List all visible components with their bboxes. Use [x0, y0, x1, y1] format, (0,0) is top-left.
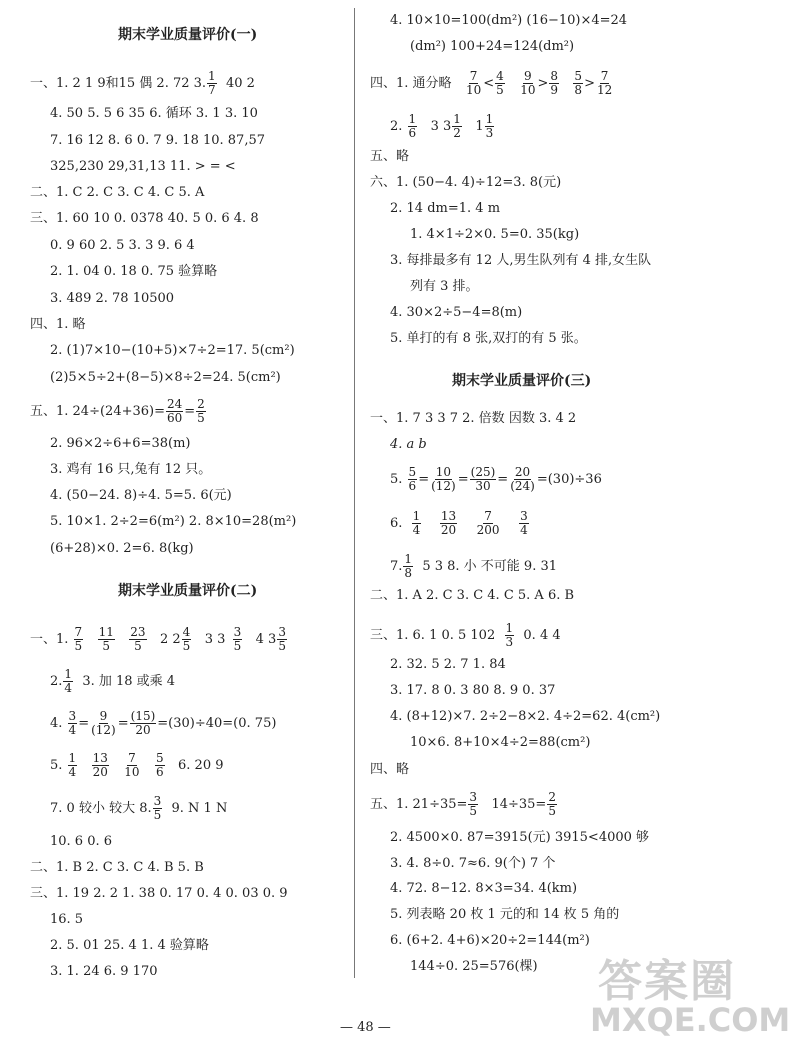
answer-line: 2. 4500×0. 87=3915(元) 3915<4000 够: [390, 830, 650, 845]
answer-line: 4. $\frac{3}{4}$ = $\frac{9}{(12)}$ = $\frac{(15)}{20}$ =(30)÷40=(0. 75): [50, 709, 277, 737]
section-title-3: 期末学业质量评价(三): [452, 373, 592, 389]
fraction: $\frac{13}{20}$: [92, 751, 108, 779]
fraction: $\frac{7}{5}$: [74, 625, 83, 653]
answer-line: 5. 单打的有 8 张,双打的有 5 张。: [390, 331, 587, 346]
answer-line: 144÷0. 25=576(棵): [410, 959, 538, 974]
answer-line: 二、1. B 2. C 3. C 4. B 5. B: [30, 860, 204, 875]
fraction: $\frac{3}{4}$: [68, 709, 77, 737]
answer-line: 3. 1. 24 6. 9 170: [50, 964, 158, 979]
fraction: $\frac{20}{(24)}$: [510, 465, 535, 493]
answer-line: 3. 17. 8 0. 3 80 8. 9 0. 37: [390, 683, 556, 698]
fraction: $\frac{3}{4}$: [520, 509, 528, 537]
answer-line: 1. 4×1÷2×0. 5=0. 35(kg): [410, 227, 580, 242]
answer-line: 二、1. C 2. C 3. C 4. C 5. A: [30, 185, 205, 200]
fraction: $\frac{7}{12}$: [596, 69, 613, 97]
answer-line: 一、1. 2 1 9和15 偶 2. 72 3. $\frac{1}{7}$ 40 2: [30, 69, 255, 97]
answer-line: 4. (50−24. 8)÷4. 5=5. 6(元): [50, 488, 232, 503]
answer-line: 4. 10×10=100(dm²) (16−10)×4=24: [390, 13, 628, 28]
answer-line: 10×6. 8+10×4÷2=88(cm²): [410, 735, 591, 750]
answer-line: 3. 4. 8÷0. 7≈6. 9(个) 7 个: [390, 856, 556, 871]
answer-line: 5. 列表略 20 枚 1 元的和 14 枚 5 角的: [390, 907, 620, 922]
answer-line: 5. $\frac{1}{4}$ $\frac{13}{20}$ $\frac{7}{10}$ $\frac{5}{6}$ 6. 20 9: [50, 751, 224, 779]
answer-line: 4. 50 5. 5 6 35 6. 循环 3. 1 3. 10: [50, 106, 258, 121]
answer-line: 四、略: [370, 762, 410, 777]
answer-line: 2. (1)7×10−(10+5)×7÷2=17. 5(cm²): [50, 343, 295, 358]
fraction: $\frac{7}{200}$: [476, 509, 500, 537]
fraction: $\frac{8}{9}$: [550, 69, 559, 97]
fraction: $\frac{7}{10}$: [124, 751, 140, 779]
answer-line: 7. $\frac{1}{8}$ 5 3 8. 小 不可能 9. 31: [390, 552, 557, 580]
answer-line: 3. 每排最多有 12 人,男生队列有 4 排,女生队: [390, 253, 652, 268]
answer-line: 3. 鸡有 16 只,兔有 12 只。: [50, 462, 212, 477]
watermark-url: MXQE.COM: [590, 1001, 790, 1039]
fraction: $\frac{1}{8}$: [404, 552, 413, 580]
fraction: $\frac{24}{60}$: [166, 397, 183, 425]
fraction: $\frac{13}{20}$: [440, 509, 457, 537]
fraction: $\frac{1}{7}$: [208, 69, 216, 97]
fraction: $\frac{9}{10}$: [520, 69, 536, 97]
fraction: $\frac{4}{5}$: [182, 625, 191, 653]
answer-line: 10. 6 0. 6: [50, 834, 113, 849]
answer-line: 3. 489 2. 78 10500: [50, 291, 175, 306]
answer-line: 三、1. 60 10 0. 0378 40. 5 0. 6 4. 8: [30, 211, 259, 226]
answer-line: 0. 9 60 2. 5 3. 3 9. 6 4: [50, 238, 195, 253]
answer-line: 一、1. $\frac{7}{5}$ $\frac{11}{5}$ $\frac{23}{5}$ 2 2 $\frac{4}{5}$ 3 3 $\frac{3}{5}$ 4 3 $\frac{3}{5}$: [30, 625, 286, 653]
answer-line: 二、1. A 2. C 3. C 4. C 5. A 6. B: [370, 588, 575, 603]
answer-line: 四、1. 略: [30, 317, 86, 332]
fraction: $\frac{1}{4}$: [64, 667, 73, 695]
answer-line: 7. 0 较小 较大 8. $\frac{3}{5}$ 9. N 1 N: [50, 794, 228, 822]
answer-line: 4. a b: [390, 437, 427, 452]
fraction: $\frac{1}{3}$: [505, 621, 514, 649]
answer-line: (dm²) 100+24=124(dm²): [410, 39, 575, 54]
fraction: $\frac{1}{6}$: [408, 112, 417, 140]
fraction: $\frac{1}{4}$: [68, 751, 77, 779]
fraction: $\frac{9}{(12)}$: [91, 709, 116, 737]
fraction: $\frac{23}{5}$: [130, 625, 146, 653]
answer-line: 2. 14 dm=1. 4 m: [390, 201, 501, 216]
fraction: $\frac{1}{2}$: [453, 112, 461, 140]
fraction: $\frac{7}{10}$: [465, 69, 482, 97]
column-divider: [354, 8, 355, 978]
fraction: $\frac{3}{5}$: [278, 625, 286, 653]
watermark-text: 答案圈: [598, 956, 736, 1007]
fraction: $\frac{5}{6}$: [408, 465, 417, 493]
answer-line: 5. 10×1. 2÷2=6(m²) 2. 8×10=28(m²): [50, 514, 297, 529]
answer-line: 2. 32. 5 2. 7 1. 84: [390, 657, 506, 672]
fraction: $\frac{(25)}{30}$: [470, 465, 496, 493]
answer-line: 六、1. (50−4. 4)÷12=3. 8(元): [370, 175, 562, 190]
fraction: $\frac{(15)}{20}$: [130, 709, 156, 737]
fraction: $\frac{1}{3}$: [485, 112, 494, 140]
answer-line: 四、1. 通分略 $\frac{7}{10}$ < $\frac{4}{5}$ $\frac{9}{10}$ > $\frac{8}{9}$ $\frac{5}{8}$ > $\frac{7}{12}$: [370, 69, 613, 97]
answer-line: 一、1. 7 3 3 7 2. 倍数 因数 3. 4 2: [370, 411, 577, 426]
answer-line: (2)5×5÷2+(8−5)×8÷2=24. 5(cm²): [50, 370, 281, 385]
fraction: $\frac{5}{6}$: [155, 751, 164, 779]
section-title-2: 期末学业质量评价(二): [118, 583, 258, 599]
fraction: $\frac{11}{5}$: [98, 625, 114, 653]
page-number: — 48 —: [340, 1020, 391, 1035]
answer-line: 2. $\frac{1}{6}$ 3 3 $\frac{1}{2}$ 1 $\frac{1}{3}$: [390, 112, 494, 140]
answer-line: 7. 16 12 8. 6 0. 7 9. 18 10. 87,57: [50, 133, 265, 148]
fraction: $\frac{1}{4}$: [412, 509, 421, 537]
fraction: $\frac{4}{5}$: [496, 69, 504, 97]
answer-line: 6. $\frac{1}{4}$ $\frac{13}{20}$ $\frac{7}{200}$ $\frac{3}{4}$: [390, 509, 528, 537]
answer-line: 5. $\frac{5}{6}$ = $\frac{10}{(12)}$ = $\frac{(25)}{30}$ = $\frac{20}{(24)}$ =(30)÷36: [390, 465, 602, 493]
answer-line: 16. 5: [50, 912, 84, 927]
fraction: $\frac{2}{5}$: [197, 397, 205, 425]
fraction: $\frac{10}{(12)}$: [431, 465, 456, 493]
watermark-logo: [590, 945, 790, 1039]
answer-line: 2. 5. 01 25. 4 1. 4 验算略: [50, 938, 209, 953]
answer-line: 三、1. 6. 1 0. 5 102 $\frac{1}{3}$ 0. 4 4: [370, 621, 561, 649]
answer-line: 325,230 29,31,13 11. > = <: [50, 159, 236, 174]
answer-line: 五、1. 21÷35= $\frac{3}{5}$ 14÷35= $\frac{2}{5}$: [370, 790, 556, 818]
answer-line: 4. 72. 8−12. 8×3=34. 4(km): [390, 881, 578, 896]
fraction: $\frac{3}{5}$: [233, 625, 242, 653]
answer-line: 2. 1. 04 0. 18 0. 75 验算略: [50, 264, 218, 279]
answer-line: 4. (8+12)×7. 2÷2−8×2. 4÷2=62. 4(cm²): [390, 709, 661, 724]
answer-line: (6+28)×0. 2=6. 8(kg): [50, 541, 194, 556]
fraction: $\frac{5}{8}$: [574, 69, 583, 97]
answer-line: 五、略: [370, 149, 410, 164]
answer-line: 2. 96×2÷6+6=38(m): [50, 436, 191, 451]
answer-line: 列有 3 排。: [410, 279, 479, 294]
fraction: $\frac{3}{5}$: [153, 794, 162, 822]
fraction: $\frac{3}{5}$: [469, 790, 478, 818]
answer-line: 6. (6+2. 4+6)×20÷2=144(m²): [390, 933, 590, 948]
fraction: $\frac{2}{5}$: [548, 790, 556, 818]
answer-line: 三、1. 19 2. 2 1. 38 0. 17 0. 4 0. 03 0. 9: [30, 886, 288, 901]
answer-line: 2. $\frac{1}{4}$ 3. 加 18 或乘 4: [50, 667, 176, 695]
answer-line: 五、1. 24÷(24+36)= $\frac{24}{60}$ = $\frac{2}{5}$: [30, 397, 205, 425]
answer-line: 4. 30×2÷5−4=8(m): [390, 305, 523, 320]
section-title-1: 期末学业质量评价(一): [118, 27, 258, 43]
